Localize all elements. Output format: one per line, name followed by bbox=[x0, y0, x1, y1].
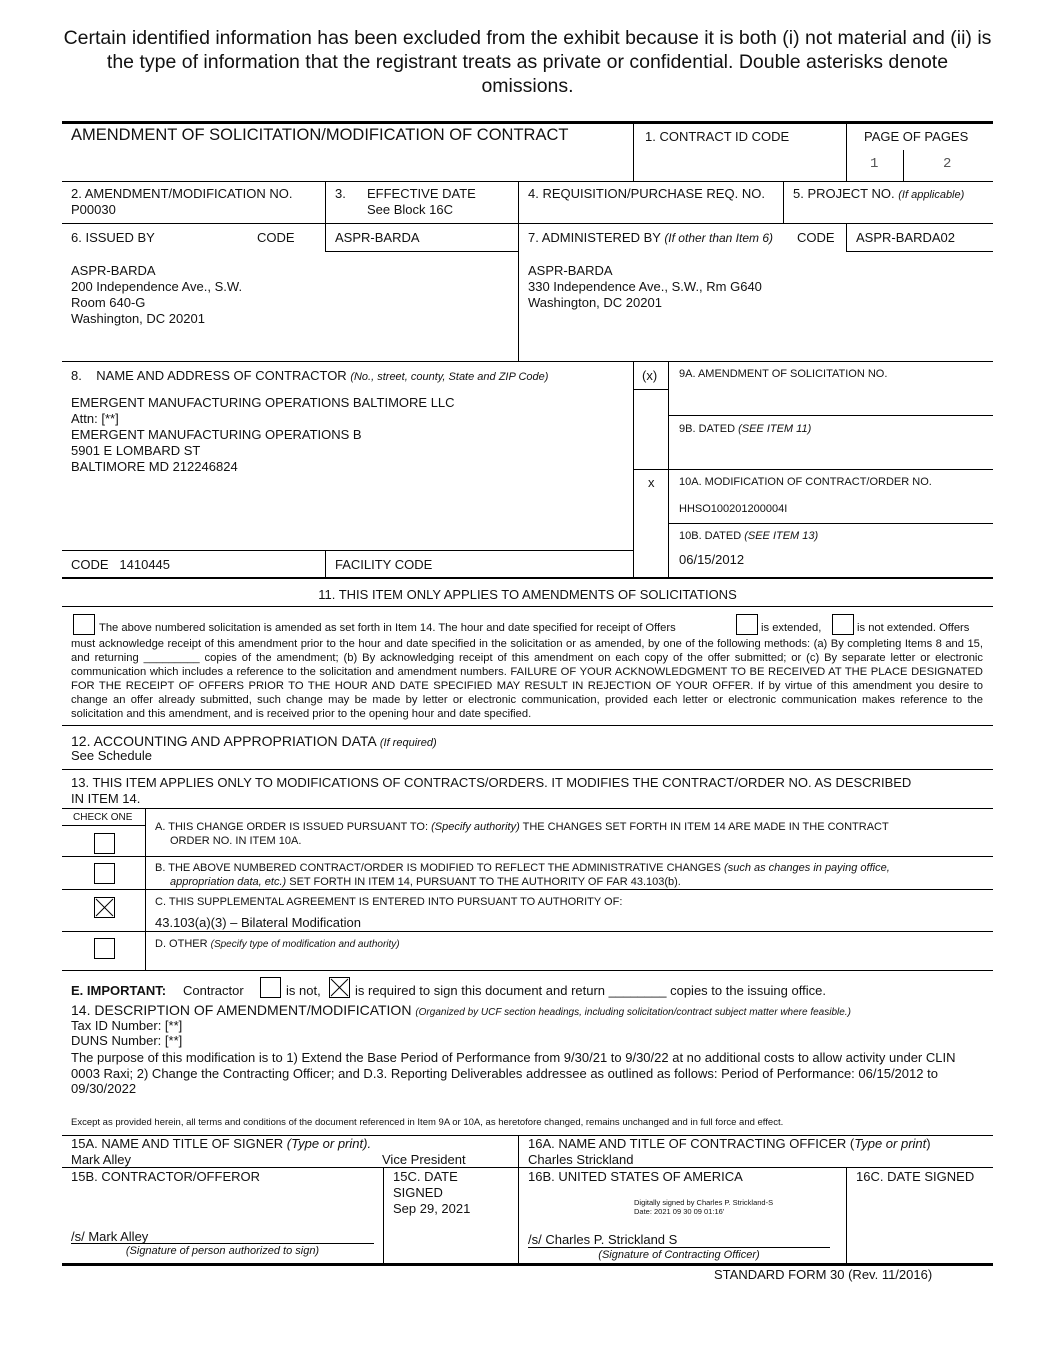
digital-signature-line-1: Digitally signed by Charles P. Strickland-S bbox=[634, 1198, 774, 1207]
contractor-code: CODE 1410445 bbox=[71, 557, 171, 572]
form-title: AMENDMENT OF SOLICITATION/MODIFICATION OF CONTRACT bbox=[71, 126, 569, 144]
contractor-address: EMERGENT MANUFACTURING OPERATIONS BALTIMORE LLC Attn: [**] EMERGENT MANUFACTURING OPERATIONS B 5901 E LOMBARD ST BALTIMORE MD 212246824 bbox=[71, 395, 455, 474]
offers-not-extended-checkbox[interactable] bbox=[832, 614, 854, 635]
modification-contract-value: HHSO100201200004I bbox=[679, 503, 788, 515]
dated-10b-value: 06/15/2012 bbox=[679, 552, 745, 567]
page-number: 1 bbox=[870, 156, 879, 172]
date-signed-15c-label-2: SIGNED bbox=[393, 1185, 443, 1200]
section-13-title: 13. THIS ITEM APPLIES ONLY TO MODIFICATIONS OF CONTRACTS/ORDERS. IT MODIFIES THE CONTRACT/ORDER NO. AS DESCRIBED bbox=[71, 775, 912, 790]
dated-9b-label: 9B. DATED (SEE ITEM 11) bbox=[679, 423, 812, 435]
contractor-signature: /s/ Mark Alley bbox=[71, 1229, 149, 1244]
issued-by-code: ASPR-BARDA bbox=[335, 230, 420, 245]
officer-signature-line bbox=[528, 1247, 830, 1248]
item-13a-text: A. THIS CHANGE ORDER IS ISSUED PURSUANT TO: (Specify authority) THE CHANGES SET FORTH IN ITEM 14 ARE MADE IN THE CONTRACT bbox=[155, 821, 889, 833]
item-13b-text-2: appropriation data, etc.) SET FORTH IN ITEM 14, PURSUANT TO THE AUTHORITY OF FAR 43.103(b). bbox=[170, 876, 681, 888]
important-label: E. IMPORTANT: bbox=[71, 983, 167, 998]
page-of-pages-label: PAGE OF PAGES bbox=[864, 129, 969, 144]
section-11-line-1b: is extended, bbox=[761, 622, 822, 634]
issued-by-code-label: CODE bbox=[257, 230, 295, 245]
contractor-offeror-label: 15B. CONTRACTOR/OFFEROR bbox=[71, 1169, 261, 1184]
administered-by-code-label: CODE bbox=[797, 230, 835, 245]
item-13d-text: D. OTHER (Specify type of modification and authority) bbox=[155, 938, 400, 950]
header-notice: Certain identified information has been excluded from the exhibit because it is both (i) not material and (ii) is the type of information that the registrant treats as private or confidential. Double asterisks denote omissions. bbox=[63, 27, 992, 97]
modification-check-mark: x bbox=[648, 475, 655, 490]
contractor-signature-line bbox=[71, 1243, 374, 1244]
effective-date-num: 3. bbox=[335, 186, 346, 201]
project-no-label: 5. PROJECT NO. (If applicable) bbox=[793, 186, 965, 201]
duns-number: DUNS Number: [**] bbox=[71, 1033, 183, 1048]
item-13a-text-2: ORDER NO. IN ITEM 10A. bbox=[170, 835, 302, 847]
accounting-value: See Schedule bbox=[71, 748, 152, 763]
check-one-label: CHECK ONE bbox=[73, 812, 133, 823]
officer-signature: /s/ Charles P. Strickland S bbox=[528, 1232, 678, 1247]
check-13d-checkbox[interactable] bbox=[94, 938, 115, 959]
check-13b-checkbox[interactable] bbox=[94, 863, 115, 884]
important-required-text: is required to sign this document and return ________ copies to the issuing office. bbox=[355, 983, 826, 998]
date-signed-16c-label: 16C. DATE SIGNED bbox=[856, 1169, 975, 1184]
tax-id: Tax ID Number: [**] bbox=[71, 1018, 183, 1033]
officer-signature-caption: (Signature of Contracting Officer) bbox=[598, 1249, 760, 1261]
item-13c-authority: 43.103(a)(3) – Bilateral Modification bbox=[155, 915, 361, 930]
signer-name: Mark Alley bbox=[71, 1152, 131, 1167]
modification-contract-label: 10A. MODIFICATION OF CONTRACT/ORDER NO. bbox=[679, 476, 932, 488]
issued-by-label: 6. ISSUED BY bbox=[71, 230, 155, 245]
digital-signature-line-2: Date: 2021 09 30 09 01:16' bbox=[634, 1207, 725, 1216]
check-13c-checkbox[interactable] bbox=[94, 897, 115, 918]
date-signed-15c-label: 15C. DATE bbox=[393, 1169, 458, 1184]
item-13c-text: C. THIS SUPPLEMENTAL AGREEMENT IS ENTERED INTO PURSUANT TO AUTHORITY OF: bbox=[155, 896, 623, 908]
description-label: 14. DESCRIPTION OF AMENDMENT/MODIFICATION (Organized by UCF section headings, including solicitation/contract subject matter where feasible.) bbox=[71, 1002, 851, 1018]
administered-by-address: ASPR-BARDA 330 Independence Ave., S.W., Rm G640 Washington, DC 20201 bbox=[528, 263, 762, 310]
is-required-checkbox[interactable] bbox=[329, 977, 350, 998]
signer-label: 15A. NAME AND TITLE OF SIGNER (Type or print). bbox=[71, 1136, 372, 1151]
section-11-title: 11. THIS ITEM ONLY APPLIES TO AMENDMENTS OF SOLICITATIONS bbox=[318, 587, 737, 602]
solicitation-amended-checkbox[interactable] bbox=[73, 614, 95, 635]
check-x-icon bbox=[95, 898, 114, 917]
dated-10b-label: 10B. DATED (SEE ITEM 13) bbox=[679, 530, 819, 542]
accounting-label: 12. ACCOUNTING AND APPROPRIATION DATA (If required) bbox=[71, 733, 437, 749]
contractor-label: 8. NAME AND ADDRESS OF CONTRACTOR (No., street, county, State and ZIP Code) bbox=[71, 368, 549, 383]
usa-label: 16B. UNITED STATES OF AMERICA bbox=[528, 1169, 743, 1184]
amendment-no-value: P00030 bbox=[71, 202, 116, 217]
page-total: 2 bbox=[943, 156, 952, 172]
except-statement: Except as provided herein, all terms and conditions of the document referenced in Item 9A or 10A, as heretofore changed, remains unchanged and in full force and effect. bbox=[71, 1117, 784, 1128]
is-not-checkbox[interactable] bbox=[260, 977, 281, 998]
facility-code-label: FACILITY CODE bbox=[335, 557, 433, 572]
important-contractor: Contractor bbox=[183, 983, 244, 998]
amendment-solicitation-label: 9A. AMENDMENT OF SOLICITATION NO. bbox=[679, 368, 888, 380]
check-13a-checkbox[interactable] bbox=[94, 833, 115, 854]
offers-extended-checkbox[interactable] bbox=[736, 614, 758, 635]
contracting-officer-label: 16A. NAME AND TITLE OF CONTRACTING OFFICER (Type or print) bbox=[528, 1136, 931, 1151]
effective-date-value: See Block 16C bbox=[367, 202, 453, 217]
section-13-title-2: IN ITEM 14. bbox=[71, 791, 141, 806]
date-signed-15c-value: Sep 29, 2021 bbox=[393, 1201, 471, 1216]
administered-by-code: ASPR-BARDA02 bbox=[856, 230, 955, 245]
section-11-line-1a: The above numbered solicitation is amended as set forth in Item 14. The hour and date specified for receipt of Offers bbox=[99, 622, 676, 634]
x-column-header: (x) bbox=[642, 368, 658, 383]
requisition-label: 4. REQUISITION/PURCHASE REQ. NO. bbox=[528, 186, 765, 201]
item-13b-text: B. THE ABOVE NUMBERED CONTRACT/ORDER IS MODIFIED TO REFLECT THE ADMINISTRATIVE CHANGES (such as changes in paying office, bbox=[155, 862, 890, 874]
section-11-line-1c: is not extended. Offers bbox=[857, 622, 970, 634]
form-footer: STANDARD FORM 30 (Rev. 11/2016) bbox=[714, 1267, 933, 1282]
amendment-no-label: 2. AMENDMENT/MODIFICATION NO. bbox=[71, 186, 293, 201]
check-x-icon bbox=[330, 978, 349, 997]
contractor-signature-caption: (Signature of person authorized to sign) bbox=[125, 1245, 320, 1257]
contracting-officer-name: Charles Strickland bbox=[528, 1152, 634, 1167]
administered-by-label: 7. ADMINISTERED BY (If other than Item 6) bbox=[528, 230, 774, 245]
signer-title: Vice President bbox=[382, 1152, 466, 1167]
section-11-body: must acknowledge receipt of this amendment prior to the hour and date specified in the solicitation or as amended, by one of the following methods: (a) By completing Items 8 and 15, and returning _________ copies of the amendment; (b) By acknowledging receipt of this amendment on each copy of the offer submitted; or (c) By separate letter or electronic communication which includes a reference to the solicitation and amendment numbers. FAILURE OF YOUR ACKNOWLEDGMENT TO BE RECEIVED AT THE PLACE DESIGNATED FOR THE RECEIPT OF OFFERS PRIOR TO THE HOUR AND DATE SPECIFIED MAY RESULT IN REJECTION OF YOUR OFFER. If by virtue of this amendment you desire to change an offer already submitted, such change may be made by letter or electronic communication, provided each letter or electronic communication makes reference to the solicitation and this amendment, and is received prior to the opening hour and date specified. bbox=[71, 638, 983, 720]
effective-date-label: EFFECTIVE DATE bbox=[367, 186, 476, 201]
important-is-not: is not, bbox=[286, 983, 321, 998]
description-body: The purpose of this modification is to 1) Extend the Base Period of Performance from 9/30/21 to 9/30/22 at no additional costs to allow activity under CLIN 0003 Raxi; 2) Change the Contracting Officer; and D.3. Reporting Deliverables addressee as outlined as follows: Period of Performance: 06/15/2012 to 09/30/2022 bbox=[71, 1050, 956, 1096]
issued-by-address: ASPR-BARDA 200 Independence Ave., S.W. Room 640-G Washington, DC 20201 bbox=[71, 263, 243, 326]
contract-id-label: 1. CONTRACT ID CODE bbox=[645, 129, 790, 144]
